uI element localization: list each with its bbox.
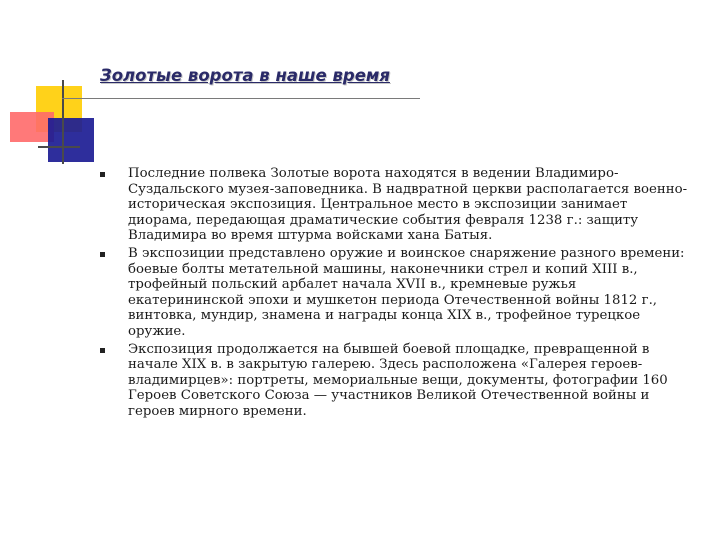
slide-title: Золотые ворота в наше время xyxy=(100,66,390,85)
title-rule xyxy=(62,98,420,99)
bullet-list xyxy=(100,166,694,422)
bullet-square-icon xyxy=(100,172,105,177)
bullet-square-icon xyxy=(100,348,105,353)
decor-vertical-line xyxy=(62,80,64,164)
bullet-text: Экспозиция продолжается на бывшей боевой площадке, превращенной в начале XIX в. в закрытую галерею. Здесь расположена «Галерея героев-владимирцев»: портреты, мемориальные вещи, документы, фотографии 160 Героев Советского Союза — участников Великой Отечественной войны и героев мирного времени. xyxy=(128,341,668,419)
bullet-item xyxy=(100,166,694,244)
decor-horizontal-line xyxy=(38,146,80,148)
bullet-square-icon xyxy=(100,252,105,257)
bullet-item xyxy=(100,342,694,420)
bullet-item xyxy=(100,246,694,340)
bullet-text: Последние полвека Золотые ворота находятся в ведении Владимиро-Суздальского музея-заповедника. В надвратной церкви располагается военно-историческая экспозиция. Центральное место в экспозиции занимает диорама, передающая драматические события февраля 1238 г.: защиту Владимира во время штурма войсками хана Батыя. xyxy=(128,166,688,244)
decor-blue-square xyxy=(48,118,94,162)
bullet-text: В экспозиции представлено оружие и воинское снаряжение разного времени: боевые болты метательной машины, наконечники стрел и копий XIII в., трофейный польский арбалет начала XVII в., кремневые ружья екатерининской эпохи и мушкетон периода Отечественной войны 1812 г., винтовка, мундир, знамена и награды конца XIX в., трофейное турецкое оружие. xyxy=(128,245,685,339)
